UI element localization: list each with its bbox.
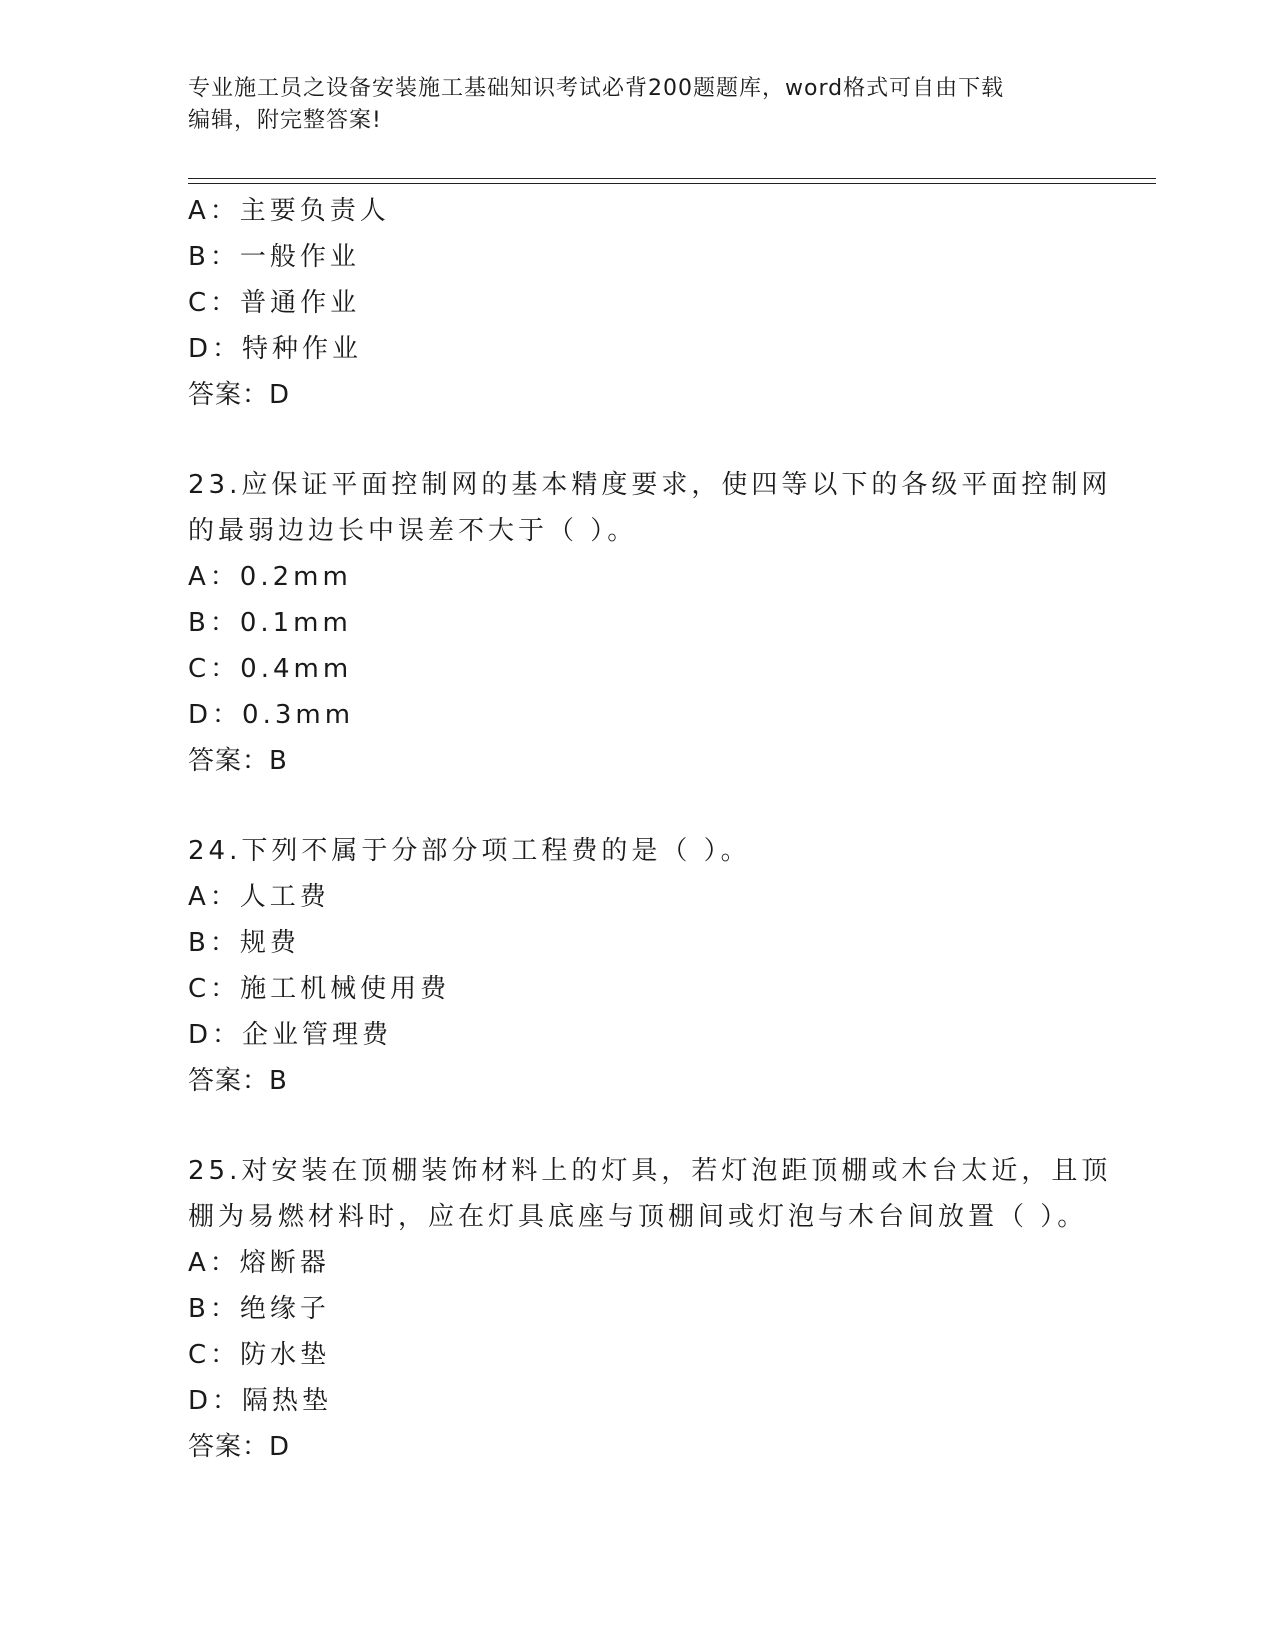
option-b: B：绝缘子 bbox=[188, 1294, 330, 1324]
option-a: A：主要负责人 bbox=[188, 196, 390, 226]
answer: 答案：D bbox=[188, 1432, 291, 1462]
answer: 答案：D bbox=[188, 380, 291, 410]
question-stem-line-1: 25.对安装在顶棚装饰材料上的灯具，若灯泡距顶棚或木台太近，且顶 bbox=[188, 1156, 1112, 1186]
header-line-2: 编辑，附完整答案! bbox=[188, 108, 382, 133]
question-24 bbox=[188, 828, 1088, 1104]
option-d: D：企业管理费 bbox=[188, 1020, 393, 1050]
spacer bbox=[188, 784, 1088, 828]
answer: 答案：B bbox=[188, 746, 288, 776]
answer: 答案：B bbox=[188, 1066, 288, 1096]
option-b: B：一般作业 bbox=[188, 242, 360, 272]
option-d: D：特种作业 bbox=[188, 334, 363, 364]
header-line-1: 专业施工员之设备安装施工基础知识考试必背200题题库，word格式可自由下载 bbox=[188, 76, 1005, 101]
question-stem-line-2: 的最弱边边长中误差不大于（ ）。 bbox=[188, 516, 638, 546]
option-d: D：0.3mm bbox=[188, 700, 355, 730]
spacer bbox=[188, 418, 1088, 462]
question-stem-line-2: 棚为易燃材料时，应在灯具底座与顶棚间或灯泡与木台间放置（ ）。 bbox=[188, 1202, 1088, 1232]
question-stem-line-1: 23.应保证平面控制网的基本精度要求，使四等以下的各级平面控制网 bbox=[188, 470, 1112, 500]
question-stem-line-1: 24.下列不属于分部分项工程费的是（ ）。 bbox=[188, 836, 751, 866]
header-rule-bottom bbox=[188, 183, 1156, 184]
option-c: C：施工机械使用费 bbox=[188, 974, 451, 1004]
option-b: B：0.1mm bbox=[188, 608, 352, 638]
question-23 bbox=[188, 462, 1112, 784]
option-a: A：熔断器 bbox=[188, 1248, 330, 1278]
question-25 bbox=[188, 1148, 1112, 1470]
option-c: C：普通作业 bbox=[188, 288, 361, 318]
option-d: D：隔热垫 bbox=[188, 1386, 333, 1416]
option-c: C：0.4mm bbox=[188, 654, 353, 684]
header-rule-top bbox=[188, 178, 1156, 179]
option-a: A：人工费 bbox=[188, 882, 330, 912]
option-c: C：防水垫 bbox=[188, 1340, 331, 1370]
option-b: B：规费 bbox=[188, 928, 300, 958]
option-a: A：0.2mm bbox=[188, 562, 352, 592]
question-22 bbox=[188, 188, 1088, 418]
spacer bbox=[188, 1104, 1088, 1148]
question-list bbox=[188, 188, 1112, 1470]
document-header bbox=[188, 73, 1088, 137]
